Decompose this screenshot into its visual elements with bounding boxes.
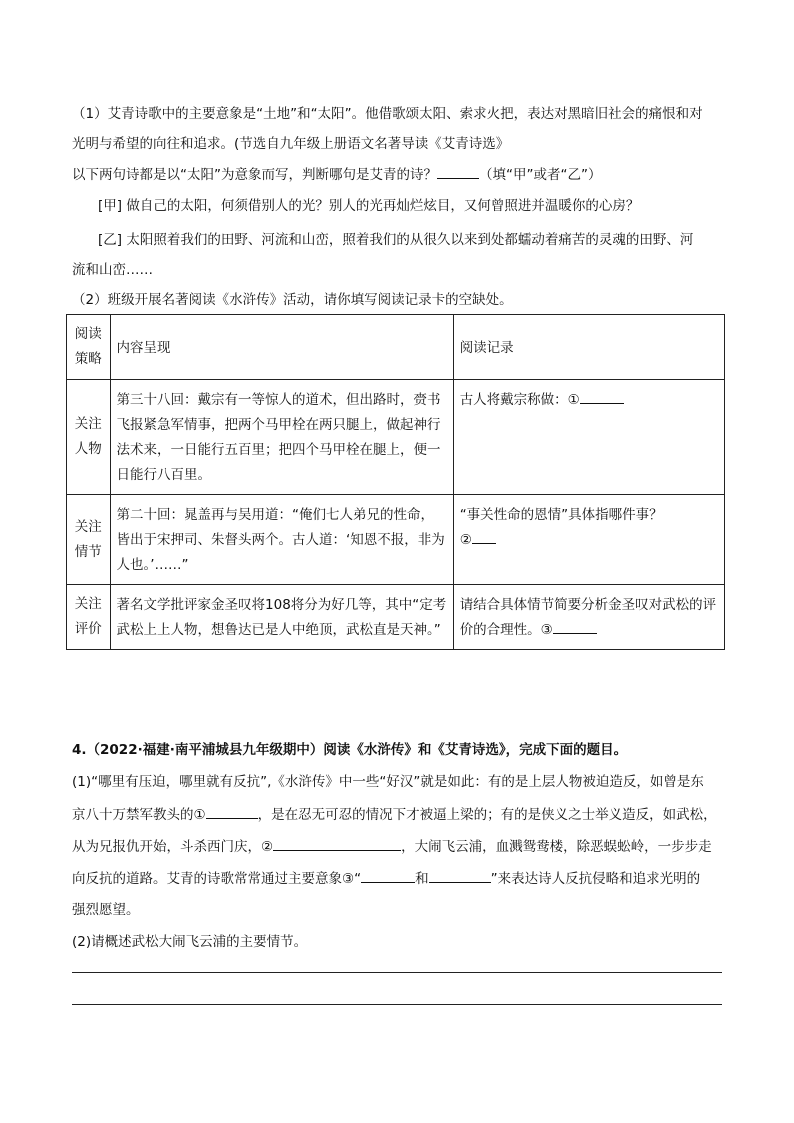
header-strategy: 阅读策略 (67, 315, 111, 380)
q1-poem-jia: [甲] 做自己的太阳，何须借别人的光？别人的光再灿烂炫目，又何曾照进并温暖你的心房？ (98, 198, 640, 214)
answer-line-1[interactable] (72, 972, 722, 973)
q1-answer-blank[interactable] (437, 164, 479, 179)
row2-record-text: “事关性命的恩情”具体指哪件事？ (459, 507, 663, 523)
row1-record-text: 古人将戴宗称做：① (459, 392, 580, 408)
reading-record-table (66, 314, 725, 650)
row2-answer-blank[interactable] (472, 529, 496, 544)
q4-blank-2[interactable] (273, 836, 401, 851)
row1-content: 第三十八回：戴宗有一等惊人的道术，但出路时，赍书飞报紧急军情事，把两个马甲栓在两只腿上，做起神行法术来，一日能行五百里；把四个马甲栓在腿上，便一日能行八百里。 (110, 380, 453, 495)
row3-answer-blank[interactable] (553, 619, 597, 634)
q4-p1-line5: 强烈愿望。 (72, 902, 140, 918)
row3-record (453, 585, 724, 650)
q4-blank-3a[interactable] (361, 868, 415, 883)
q4-blank-1[interactable] (206, 804, 258, 819)
header-content: 内容呈现 (110, 315, 453, 380)
q1-question-text: 以下两句诗都是以“太阳”为意象而写，判断哪句是艾青的诗？ (72, 167, 437, 183)
q1-question (72, 164, 732, 185)
row2-strategy: 关注情节 (67, 495, 111, 585)
q4-p1-line4 (72, 868, 732, 889)
row2-record (453, 495, 724, 585)
table-row (67, 495, 725, 585)
row1-record (453, 380, 724, 495)
row1-strategy: 关注人物 (67, 380, 111, 495)
q4-blank-3b[interactable] (429, 868, 491, 883)
q4-p1-line3-a: 从为兄报仇开始，斗杀西门庆，② (72, 839, 274, 855)
answer-line-2[interactable] (72, 1004, 722, 1005)
table-row (67, 380, 725, 495)
row2-record-marker: ② (459, 532, 472, 548)
q4-p1-line1: (1)“哪里有压迫，哪里就有反抗”,《水浒传》中一些“好汉”就是如此：有的是上层人物被迫造反，如曾是东 (72, 774, 704, 790)
table-header-row (67, 315, 725, 380)
row3-strategy: 关注评价 (67, 585, 111, 650)
q4-p1-line3-b: ，大闹飞云浦，血溅鸳鸯楼，除恶蜈蚣岭，一步步走 (401, 839, 712, 855)
q4-p2: (2)请概述武松大闹飞云浦的主要情节。 (72, 934, 308, 950)
q1-intro-line1: （1）艾青诗歌中的主要意象是“土地”和“太阳”。他借歌颂太阳、索求火把，表达对黑暗旧社会的痛恨和对 (72, 106, 703, 122)
header-record: 阅读记录 (453, 315, 724, 380)
q4-p1-line2 (72, 804, 732, 825)
q4-p1-line4-c: ”来表达诗人反抗侵略和追求光明的 (490, 871, 701, 887)
row3-content: 著名文学批评家金圣叹将108将分为好几等，其中“定考武松上上人物，想鲁达已是人中绝顶，武松直是天神。” (110, 585, 453, 650)
row2-content: 第二十回：晁盖再与吴用道：“俺们七人弟兄的性命，皆出于宋押司、朱督头两个。古人道：‘知恩不报，非为人也。’……” (110, 495, 453, 585)
q4-p1-line4-a: 向反抗的道路。艾青的诗歌常常通过主要意象③“ (72, 871, 362, 887)
table-row (67, 585, 725, 650)
q4-title: 4.（2022·福建·南平浦城县九年级期中）阅读《水浒传》和《艾青诗选》，完成下面的题目。 (72, 742, 628, 758)
q4-p1-line3 (72, 836, 732, 857)
q1-intro-line2: 光明与希望的向往和追求。(节选自九年级上册语文名著导读《艾青诗选》 (72, 136, 510, 152)
row3-record-text: 请结合具体情节简要分析金圣叹对武松的评价的合理性。③ (459, 597, 717, 638)
q1-poem-yi-line1: [乙] 太阳照着我们的田野、河流和山峦，照着我们的从很久以来到处都蠕动着痛苦的灵魂的田野、河 (98, 232, 694, 248)
q2-intro: （2）班级开展名著阅读《水浒传》活动，请你填写阅读记录卡的空缺处。 (72, 292, 513, 308)
row1-answer-blank[interactable] (580, 389, 624, 404)
q4-p1-line2-a: 京八十万禁军教头的① (72, 807, 206, 823)
q4-p1-line2-b: ，是在忍无可忍的情况下才被逼上梁的；有的是侠义之士举义造反，如武松， (257, 807, 717, 823)
q4-p1-line4-b: 和 (415, 871, 429, 887)
q1-poem-yi-line2: 流和山峦…… (72, 262, 153, 278)
q1-question-hint: （填“甲”或者“乙”） (479, 167, 602, 183)
